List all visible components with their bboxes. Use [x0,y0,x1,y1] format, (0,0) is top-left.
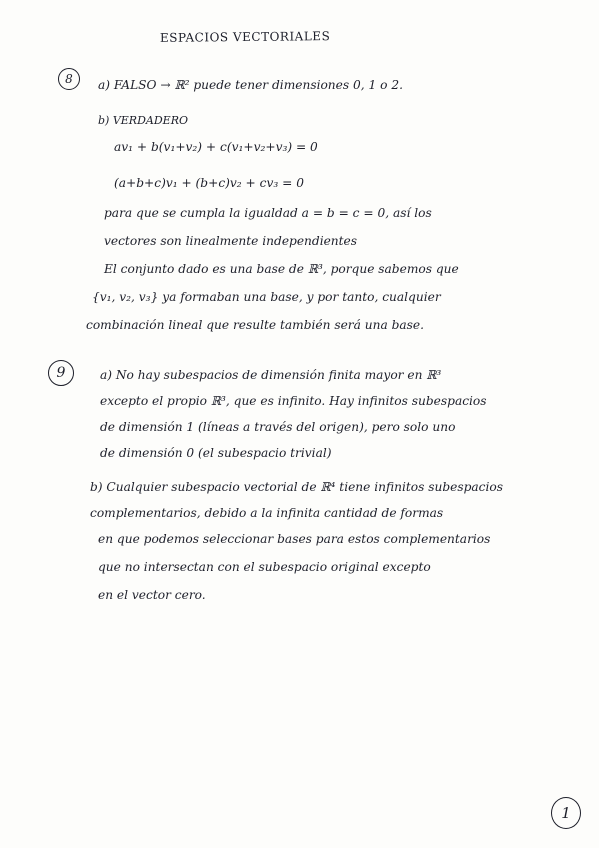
q9-line-9: en el vector cero. [98,588,206,602]
q8-line-7: El conjunto dado es una base de ℝ³, porque sabemos que [104,262,459,276]
q8-line-1: a) FALSO → ℝ² puede tener dimensiones 0, 1 o 2. [98,78,403,92]
q9-line-1: a) No hay subespacios de dimensión finita mayor en ℝ³ [100,368,442,382]
q9-line-6: complementarios, debido a la infinita cantidad de formas [90,506,444,520]
q8-line-5: para que se cumpla la igualdad a = b = c = 0, así los [104,206,432,220]
q8-line-2: b) VERDADERO [98,114,188,127]
q9-line-3: de dimensión 1 (líneas a través del origen), pero solo uno [100,420,456,434]
q8-line-9: combinación lineal que resulte también será una base. [86,318,425,332]
question-9-number: 9 [48,360,74,386]
q8-equation-2: (a+b+c)v₁ + (b+c)v₂ + cv₃ = 0 [114,176,304,190]
q9-line-5: b) Cualquier subespacio vectorial de ℝ⁴ tiene infinitos subespacios [90,480,503,494]
page-title: ESPACIOS VECTORIALES [159,29,331,45]
q8-line-8: {v₁, v₂, v₃} ya formaban una base, y por tanto, cualquier [92,290,441,304]
q9-line-8: que no intersectan con el subespacio original excepto [98,560,431,574]
q9-line-2: excepto el propio ℝ³, que es infinito. Hay infinitos subespacios [100,394,487,408]
q8-equation-1: av₁ + b(v₁+v₂) + c(v₁+v₂+v₃) = 0 [114,140,318,154]
page-number: 1 [551,797,581,829]
q8-line-6: vectores son linealmente independientes [104,234,358,248]
q9-line-4: de dimensión 0 (el subespacio trivial) [100,446,332,460]
q9-line-7: en que podemos seleccionar bases para estos complementarios [98,532,491,546]
question-8-number: 8 [58,68,80,90]
